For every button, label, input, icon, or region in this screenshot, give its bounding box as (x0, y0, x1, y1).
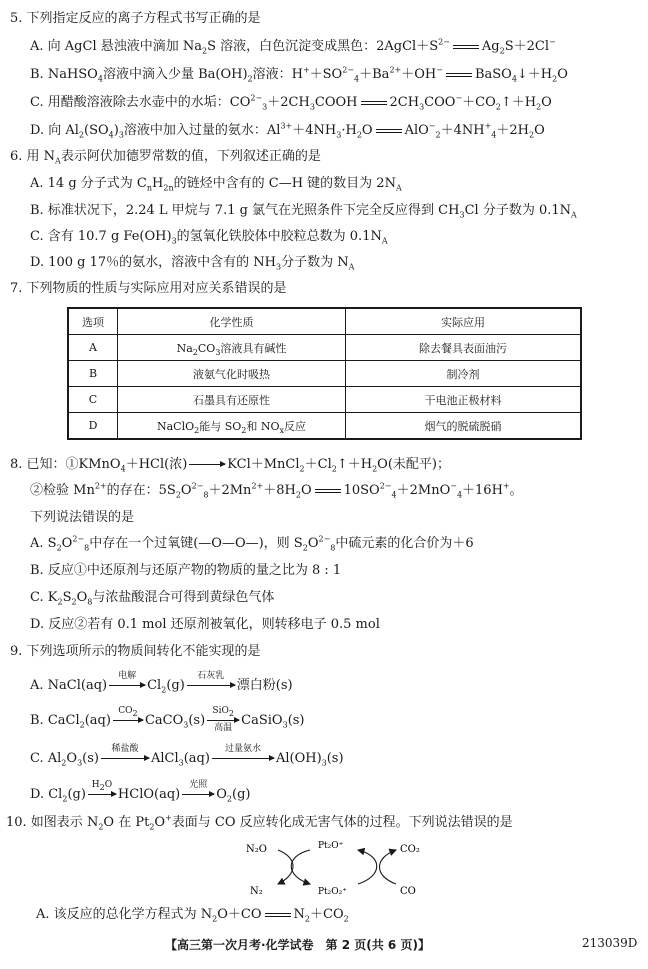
paper-code: 213039D (582, 936, 638, 950)
diagram-co-label: CO (400, 886, 416, 897)
q9-option-c: C. $Al_2O_3(s)$ 稀盐酸 AlCl$_3$(aq) 过量氨水 $Al(OH)_3(s)$ (30, 744, 344, 768)
q8-line2: ②检验 $Mn^{2+}$的存在：$5S_2O^{2-}_8+2Mn^{2+}+8H_2O$ $10SO^{2-}_4+2MnO^-_4+16H^+$。 (30, 481, 523, 500)
table-row (68, 361, 581, 387)
table-cell: D (68, 413, 118, 440)
q6-stem: 6. 用 $N_A$表示阿伏加德罗常数的值，下列叙述正确的是 (10, 149, 321, 166)
q8-option-d: D. 反应②若有 0.1 mol 还原剂被氧化，则转移电子 0.5 mol (30, 617, 380, 632)
diagram-n2o-label: N₂O (246, 844, 267, 855)
table-cell: 烟气的脱硫脱硝 (346, 413, 582, 440)
q8-line3: 下列说法错误的是 (30, 510, 135, 525)
page-footer: 【高三第一次月考·化学试卷 第 2 页(共 6 页)】 (165, 938, 430, 952)
diagram-pt2o2-label: Pt₂O₂⁺ (318, 887, 348, 897)
q9-stem: 9. 下列选项所示的物质间转化不能实现的是 (10, 644, 261, 659)
diagram-co2-label: CO₂ (400, 844, 420, 855)
table-row (68, 387, 581, 413)
q6-option-c: C. 含有 10.7 g $Fe(OH)_3$的氢氧化铁胶体中胶粒总数为 $0.1N_A$ (30, 229, 388, 246)
table-cell: 液氨气化时吸热 (118, 361, 346, 387)
diagram-pt2o-label: Pt₂O⁺ (318, 841, 344, 851)
q5-stem: 5. 下列指定反应的离子方程式书写正确的是 (10, 11, 261, 26)
q10-stem: 10. 如图表示 $N_2O$ 在 $Pt_2O^+$表面与 CO 反应转化成无害气体的过程。下列说法错误的是 (6, 813, 513, 832)
table-header: 选项 (68, 308, 118, 335)
q6-option-d: D. 100 g 17％的氨水，溶液中含有的 $NH_3$分子数为 $N_A$ (30, 255, 355, 272)
table-header-row (68, 308, 581, 335)
q9-option-a: A. NaCl(aq) 电解 $Cl_2(g)$ 石灰乳 漂白粉(s) (30, 671, 293, 695)
q10-reaction-diagram (240, 834, 430, 900)
q10-option-a: A. 该反应的总化学方程式为 $N_2O+CO$ $N_2+CO_2$ (36, 907, 349, 924)
q8-line1: 8. 已知：①KMnO$_4$＋HCl(浓) $KCl+MnCl_2+Cl_2↑+H_2O$(未配平)； (10, 457, 450, 474)
q5-option-a: A. 向 AgCl 悬浊液中滴加 $Na_2S$ 溶液，白色沉淀变成黑色：$2AgCl+S^{2-}$ $Ag_2S+2Cl^-$ (30, 37, 556, 56)
q5-option-c: C. 用醋酸溶液除去水壶中的水垢：$CO^{2-}_3+2CH_3COOH$ $2CH_3COO^-+CO_2↑+H_2O$ (30, 93, 552, 112)
table-cell: B (68, 361, 118, 387)
diagram-n2-label: N₂ (250, 886, 263, 897)
q8-option-a: A. $S_2O^{2-}_8$中存在一个过氧键(—O—O—)，则 $S_2O^{2-}_8$中硫元素的化合价为＋6 (30, 534, 474, 553)
q6-option-b: B. 标准状况下，2.24 L 甲烷与 7.1 g 氯气在光照条件下完全反应得到 $CH_3Cl$ 分子数为 $0.1N_A$ (30, 203, 577, 220)
q7-stem: 7. 下列物质的性质与实际应用对应关系错误的是 (10, 281, 287, 296)
q8-option-b: B. 反应①中还原剂与还原产物的物质的量之比为 8 : 1 (30, 563, 342, 578)
right-branch-arrow (380, 850, 397, 884)
q9-option-d: D. $Cl_2(g)$ $H_2O$ HClO(aq) 光照 $O_2(g)$ (30, 780, 251, 804)
q5-option-d: D. 向 $Al_2(SO_4)_3$溶液中加入过量的氨水：$Al^{3+}+4NH_3\cdot H_2O$ $AlO^-_2+4NH^+_4+2H_2O$ (30, 121, 545, 140)
table-cell: 石墨具有还原性 (118, 387, 346, 413)
q9-option-b: B. CaCl$_2$(aq) $CO_2$ CaCO$_3$(s) SiO$_2$ 高温 CaSiO$_3$(s) (30, 706, 305, 733)
q7-table (67, 307, 582, 440)
table-cell: NaClO$_2$能与 $SO_2$和 $NO_x$反应 (118, 413, 346, 440)
table-cell: 制冷剂 (346, 361, 582, 387)
table-cell: A (68, 335, 118, 361)
table-row (68, 335, 581, 361)
right-cycle-arrow (358, 850, 377, 884)
table-row (68, 413, 581, 440)
table-cell: $Na_2CO_3$溶液具有碱性 (118, 335, 346, 361)
left-cycle-arrow (291, 850, 310, 884)
table-header: 实际应用 (346, 308, 582, 335)
q5-option-b: B. NaHSO$_4$溶液中滴入少量 $Ba(OH)_2$溶液：$H^++SO^{2-}_4+Ba^{2+}+OH^-$ $BaSO_4↓+H_2O$ (30, 65, 568, 84)
table-cell: C (68, 387, 118, 413)
q8-option-c: C. $K_2S_2O_8$与浓盐酸混合可得到黄绿色气体 (30, 590, 275, 607)
table-header: 化学性质 (118, 308, 346, 335)
table-cell: 除去餐具表面油污 (346, 335, 582, 361)
q6-option-a: A. 14 g 分子式为 $C_nH_{2n}$的链烃中含有的 C—H 键的数目为 $2N_A$ (30, 176, 402, 193)
table-cell: 干电池正极材料 (346, 387, 582, 413)
